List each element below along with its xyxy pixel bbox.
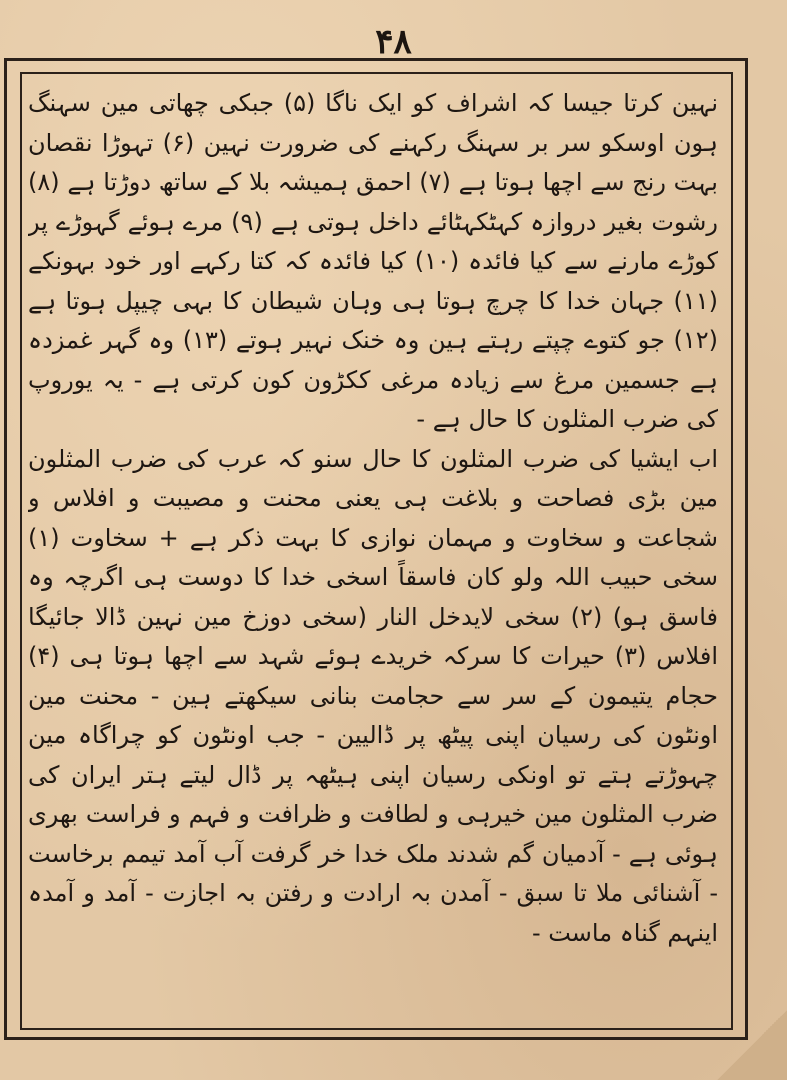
paragraph-proverbs-asia: اب ایشیا کی ضرب المثلون کا حال سنو کہ عرب کی ضرب المثلون مین بڑی فصاحت و بلاغت ہی یعنی محنت و مصیبت و افلاس و شجاعت و سخاوت و مہمان نوازی کا بہت ذکر ہے + سخاوت (۱) سخی حبیب اللہ ولو کان فاسقاً اسخی خدا کا دوست ہی اگرچہ وہ فاسق ہو) (۲) سخی لایدخل النار (سخی دوزخ مین نہین ڈالا جائیگا افلاس (۳) حیرات کا سرکہ خریدے ہوئے شہد سے اچھا ہوتا ہی (۴) حجام یتیمون کے سر سے حجامت بنانی سیکھتے ہین - محنت مین اونٹون کی رسیان اپنی پیٹھ پر ڈالیین - جب اونٹون کو چراگاہ مین چہوڑتے ہتے تو اونکی رسیان اپنی ہیٹھہ پر ڈال لیتے ہتر ایران کی ضرب المثلون مین خیرہی و لطافت و ظرافت و فہم و فراست بھری ہوئی ہے - آدمیان گم شدند ملک خدا خر گرفت آب آمد تیمم برخاست - آشنائی ملا تا سبق - آمدن بہ ارادت و رفتن بہ اجازت - آمد و آمدہ اینہم گناہ ماست -: [28, 444, 718, 947]
paper-fold-corner: [717, 1010, 787, 1080]
text-body: [28, 84, 718, 1020]
page-number: ۴۸: [375, 22, 412, 62]
paragraph-proverbs-europe: نہین کرتا جیسا کہ اشراف کو ایک ناگا (۵) جبکی چھاتی مین سہنگ ہون اوسکو سر بر سہنگ رکہنے کی ضرورت نہین (۶) تہوڑا نقصان بہت رنج سے اچھا ہوتا ہے (۷) احمق ہمیشہ بلا کے ساتھ دوڑتا ہے (۸) رشوت بغیر دروازہ کہٹکہٹائے داخل ہوتی ہے (۹) مرے ہوئے گہوڑے پر کوڑے مارنے سے کیا فائدہ (۱۰) کیا فائدہ کہ کتا رکہے اور خود بہونکے (۱۱) جہان خدا کا چرچ ہوتا ہی وہان شیطان کا بہی چیپل ہوتا ہے (۱۲) جو کتوے چپتے رہتے ہین وہ خنک نہیر ہوتے (۱۳) وہ گہر غمزدہ ہے جسمین مرغ سے زیادہ مرغی ککڑون کون کرتی ہے - یہ یوروپ کی ضرب المثلون کا حال ہے -: [28, 89, 718, 433]
